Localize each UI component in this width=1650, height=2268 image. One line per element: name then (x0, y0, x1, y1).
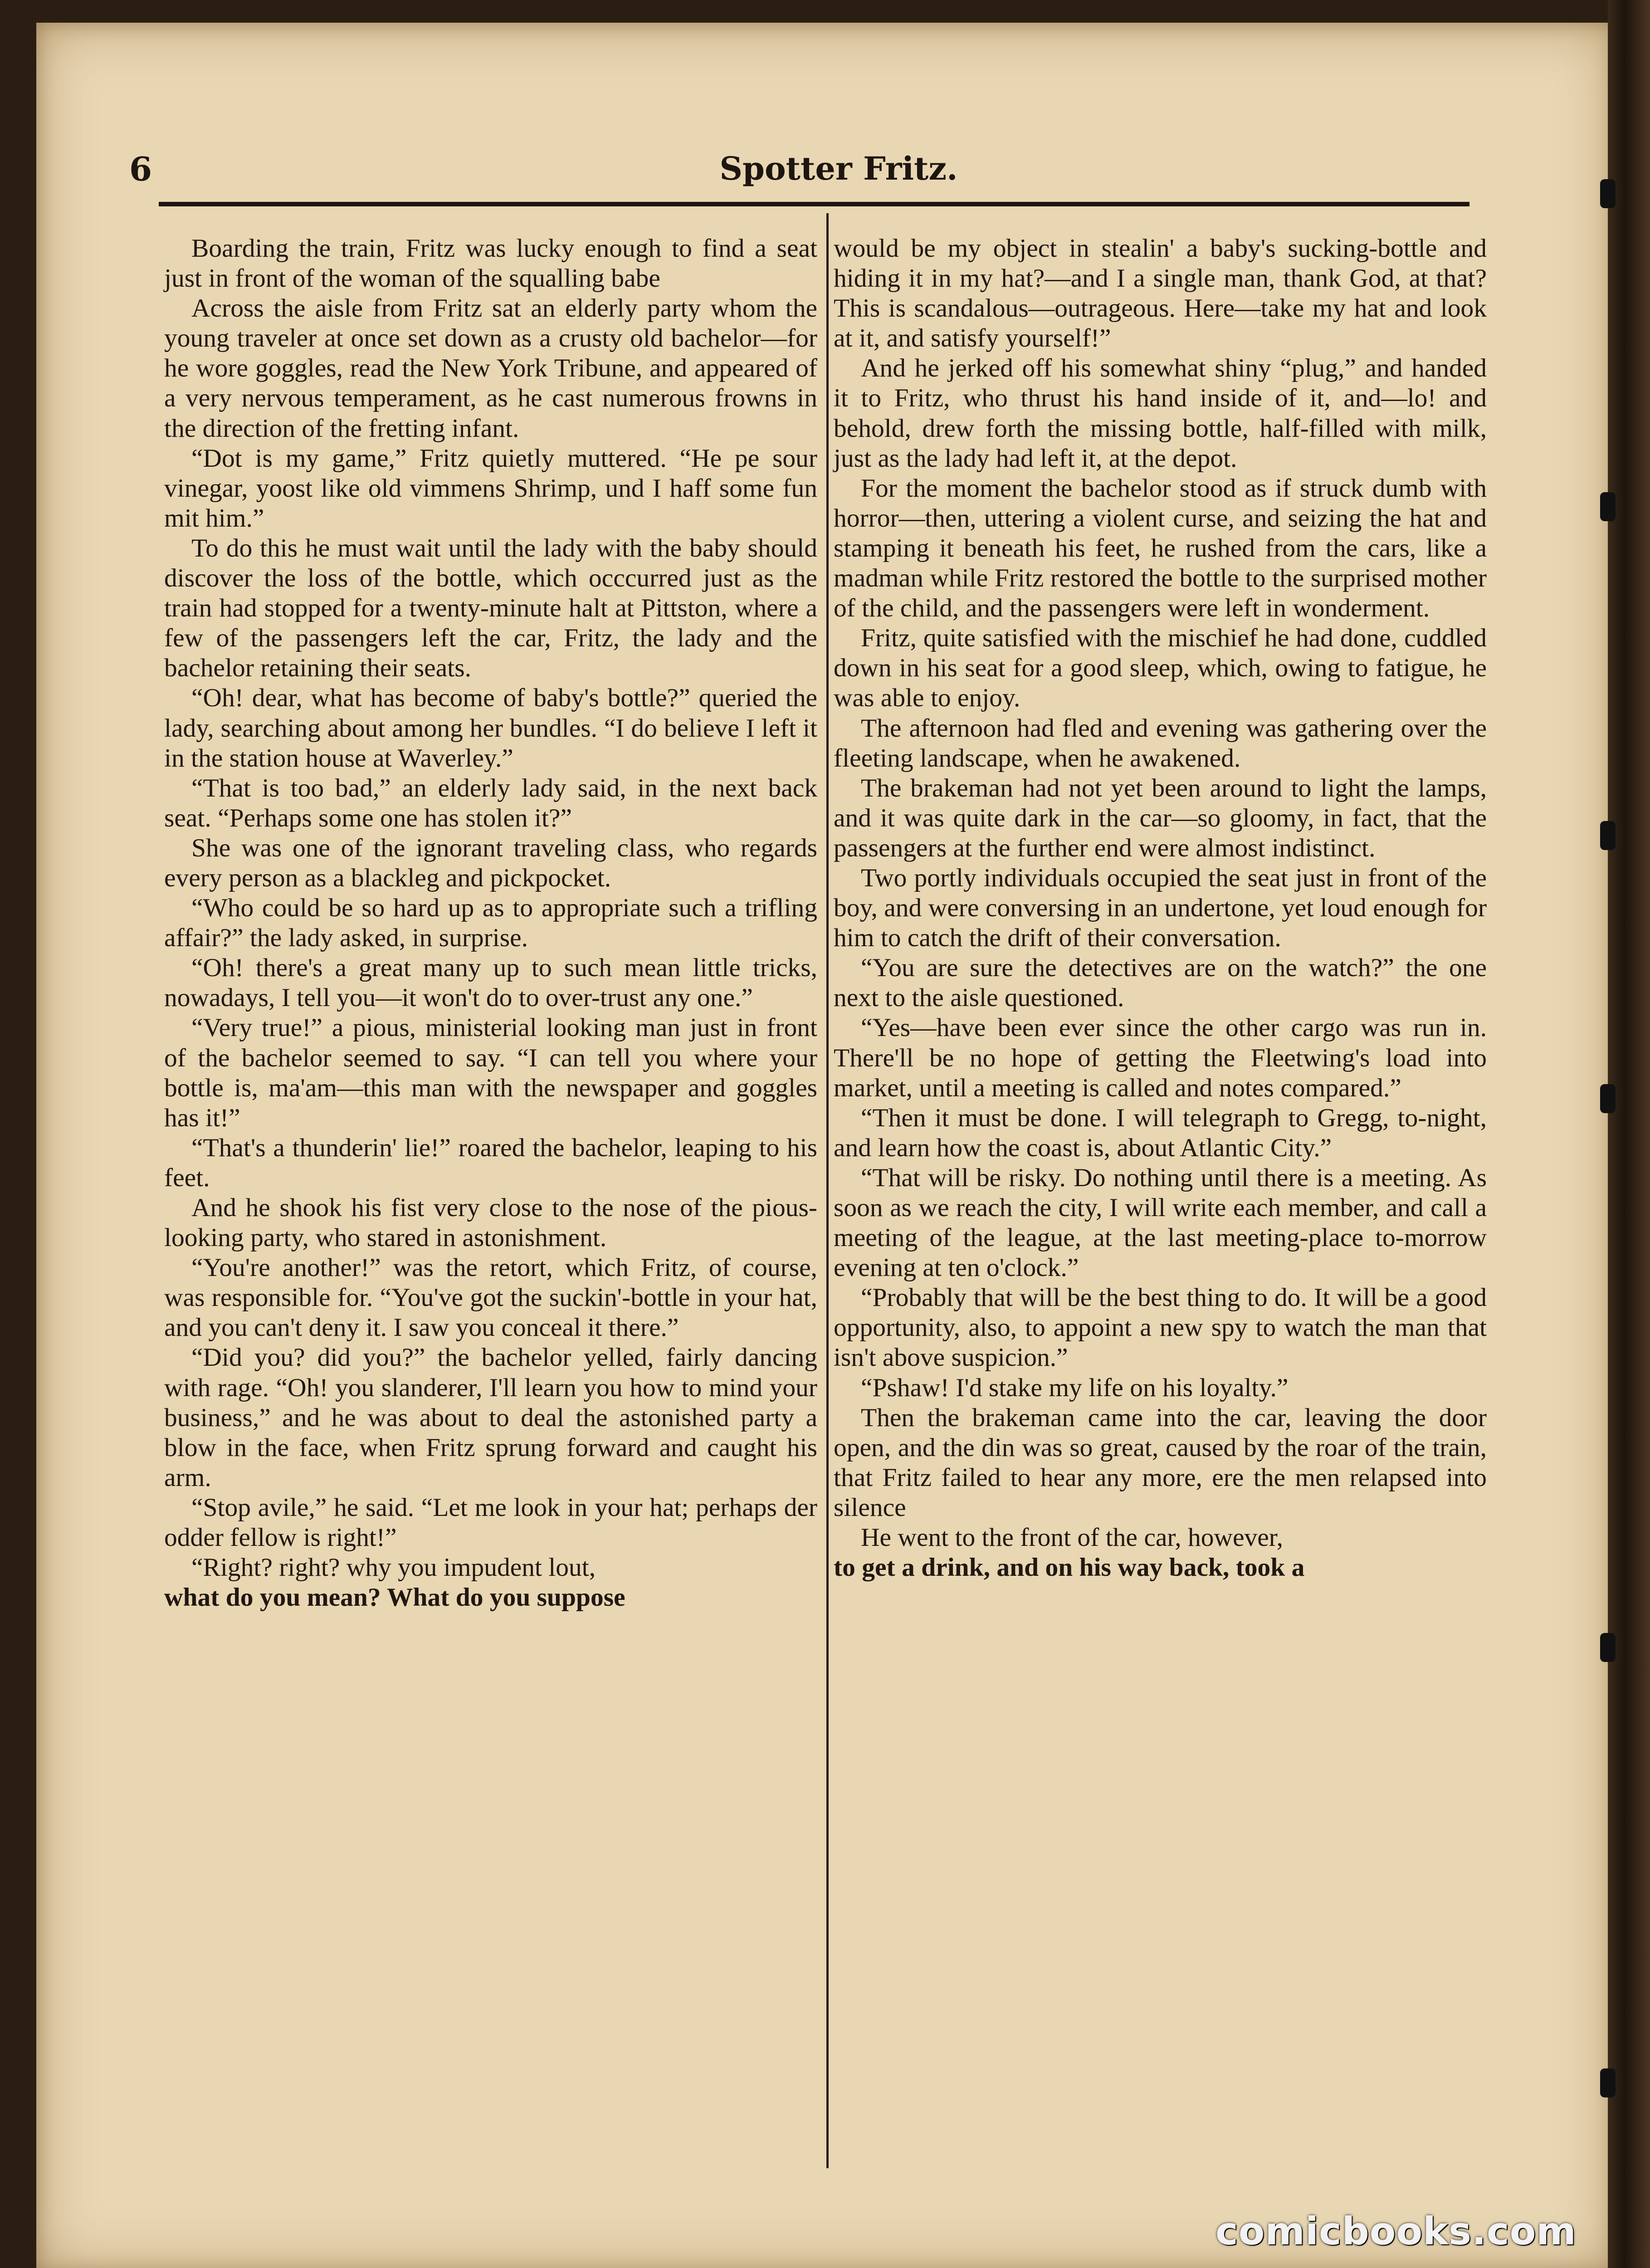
paragraph: “Stop avile,” he said. “Let me look in your hat; perhaps der odder fellow is right!” (164, 1493, 817, 1552)
paragraph: “Oh! there's a great many up to such mean little tricks, nowadays, I tell you—it won't do to over-trust any one.” (164, 953, 817, 1012)
paragraph: “Pshaw! I'd stake my life on his loyalty.” (861, 1373, 1289, 1402)
column-divider (826, 213, 829, 2168)
paragraph: “Then it must be done. I will telegraph to Gregg, to-night, and learn how the coast is, about Atlantic City.” (834, 1103, 1487, 1162)
paragraph: “Oh! dear, what has become of baby's bottle?” queried the lady, searching about among her bundles. “I do believe I left it in the station house at Waverley.” (164, 684, 817, 772)
page-number: 6 (129, 150, 152, 188)
right-column (834, 234, 1487, 1583)
paragraph: Across the aisle from Fritz sat an elderly party whom the young traveler at once set down as a crusty old bachelor—for he wore goggles, read the New York Tribune, and appeared of a very nervous temperament, as he cast numerous frowns in the direction of the fretting infant. (164, 294, 817, 443)
paragraph: “Dot is my game,” Fritz quietly muttered. “He pe sour vinegar, yoost like old vimmens Shrimp, und I haff some fun mit him.” (164, 444, 817, 533)
left-column (164, 234, 817, 1613)
paragraph: “You are sure the detectives are on the watch?” the one next to the aisle questioned. (834, 953, 1487, 1012)
paragraph: “That will be risky. Do nothing until there is a meeting. As soon as we reach the city, I will write each member, and call a meeting of the league, at the last meeting-place to-morrow evening at ten o'clock.” (834, 1163, 1487, 1282)
paragraph: to get a drink, and on his way back, took a (834, 1553, 1305, 1582)
paragraph: “Yes—have been ever since the other cargo was run in. There'll be no hope of getting the Fleetwing's load into market, until a meeting is called and notes compared.” (834, 1013, 1487, 1102)
header-rule (159, 202, 1469, 206)
paragraph: Two portly individuals occupied the seat just in front of the boy, and were conversing in an undertone, yet loud enough for him to catch the drift of their conversation. (834, 863, 1487, 953)
binding-staple (1600, 1084, 1616, 1113)
paragraph: “Right? right? why you impudent lout, (191, 1553, 596, 1582)
paragraph: The brakeman had not yet been around to light the lamps, and it was quite dark in the car—so gloomy, in fact, that the passengers at the further end were almost indistinct. (834, 773, 1487, 862)
book-spine (1608, 0, 1650, 2268)
binding-staple (1600, 2068, 1616, 2097)
paragraph: “That is too bad,” an elderly lady said, in the next back seat. “Perhaps some one has stolen it?” (164, 773, 817, 832)
paragraph: Fritz, quite satisfied with the mischief he had done, cuddled down in his seat for a good sleep, which, owing to fatigue, he was able to enjoy. (834, 624, 1487, 713)
paragraph: what do you mean? What do you suppose (164, 1583, 625, 1612)
paragraph: “Did you? did you?” the bachelor yelled, fairly dancing with rage. “Oh! you slanderer, I'll learn you how to mind your business,” and he was about to deal the astonished party a blow in the face, when Fritz sprung forward and caught his arm. (164, 1343, 817, 1492)
paragraph: Then the brakeman came into the car, leaving the door open, and the din was so great, caused by the roar of the train, that Fritz failed to hear any more, ere the men relapsed into silence (834, 1403, 1487, 1522)
paragraph: He went to the front of the car, however, (861, 1523, 1284, 1552)
paragraph: “Very true!” a pious, ministerial looking man just in front of the bachelor seemed to say. “I can tell you where your bottle is, ma'am—this man with the newspaper and goggles has it!” (164, 1013, 817, 1132)
paragraph: Boarding the train, Fritz was lucky enough to find a seat just in front of the woman of the squalling babe (164, 234, 817, 293)
binding-staple (1600, 492, 1616, 521)
watermark: comicbooks.com (1216, 2209, 1577, 2253)
paragraph: “Who could be so hard up as to appropriate such a trifling affair?” the lady asked, in surprise. (164, 894, 817, 953)
paragraph: And he shook his fist very close to the nose of the pious-looking party, who stared in astonishment. (164, 1193, 817, 1252)
paragraph: “Probably that will be the best thing to do. It will be a good opportunity, also, to appoint a new spy to watch the man that isn't above suspicion.” (834, 1283, 1487, 1372)
paragraph: would be my object in stealin' a baby's sucking-bottle and hiding it in my hat?—and I a single man, thank God, at that? This is scandalous—outrageous. Here—take my hat and look at it, and satisfy yourself!” (834, 234, 1487, 353)
paragraph: To do this he must wait until the lady with the baby should discover the loss of the bottle, which occcurred just as the train had stopped for a twenty-minute halt at Pittston, where a few of the passengers left the car, Fritz, the lady and the bachelor retaining their seats. (164, 533, 817, 683)
binding-staple (1600, 1633, 1616, 1662)
binding-staple (1600, 821, 1616, 850)
paragraph: “That's a thunderin' lie!” roared the bachelor, leaping to his feet. (164, 1133, 817, 1192)
paragraph: She was one of the ignorant traveling class, who regards every person as a blackleg and pickpocket. (164, 833, 817, 892)
running-title: Spotter Fritz. (719, 150, 958, 187)
paragraph: And he jerked off his somewhat shiny “plug,” and handed it to Fritz, who thrust his hand inside of it, and—lo! and behold, drew forth the missing bottle, half-filled with milk, just as the lady had left it, at the depot. (834, 354, 1487, 473)
paragraph: The afternoon had fled and evening was gathering over the fleeting landscape, when he awakened. (834, 714, 1487, 772)
paragraph: For the moment the bachelor stood as if struck dumb with horror—then, uttering a violent curse, and seizing the hat and stamping it beneath his feet, he rushed from the cars, like a madman while Fritz restored the bottle to the surprised mother of the child, and the passengers were left in wonderment. (834, 474, 1487, 623)
paragraph: “You're another!” was the retort, which Fritz, of course, was responsible for. “You've got the suckin'-bottle in your hat, and you can't deny it. I saw you conceal it there.” (164, 1253, 817, 1342)
